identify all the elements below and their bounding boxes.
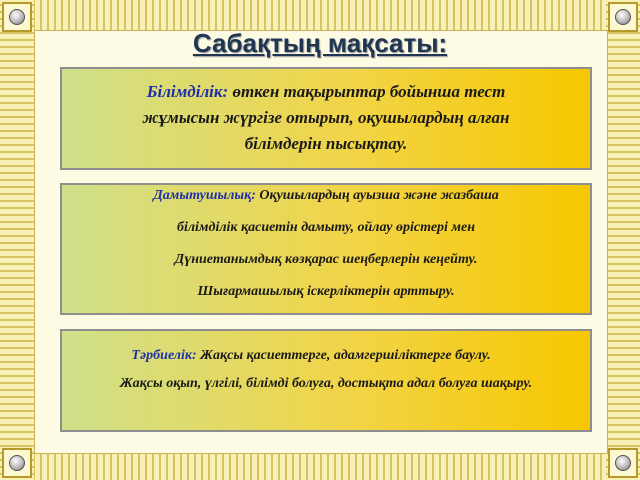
upbringing-goal-box [60,329,592,432]
upbringing-label: Тәрбиелік: [131,348,197,363]
knowledge-goal-box [60,67,592,170]
knowledge-line-1: өткен тақырыптар бойынша тест [228,82,506,101]
knowledge-line-3: білімдерін пысықтау. [244,134,408,153]
development-label: Дамытушылық: [153,188,256,203]
upbringing-line-1: Жақсы қасиеттерге, адамгершіліктерге баулу. [196,348,491,363]
circle-icon [9,9,25,25]
knowledge-line-2: жұмысын жүргізе отырып, оқушылардың алған [142,108,510,127]
development-goal-text [62,185,590,311]
development-line-2: білімділік қасиетін дамыту, ойлау өрістері мен [176,220,476,235]
development-goal-box [60,183,592,315]
development-line-3: Дүниетанымдық көзқарас шеңберлерін кеңейту. [174,252,478,267]
upbringing-goal-text [62,331,590,395]
circle-icon [9,455,25,471]
slide-title: Сабақтың мақсаты: [192,28,448,58]
knowledge-label: Білімділік: [146,82,229,101]
corner-ornament-bottom-left [2,448,32,478]
circle-icon [615,455,631,471]
development-line-1: Оқушылардың ауызша және жазбаша [255,188,499,203]
knowledge-goal-text [62,69,590,157]
frame-right-border [606,0,640,480]
upbringing-line-2: Жақсы оқып, үлгілі, білімді болуға, достықта адал болуға шақыру. [119,376,533,391]
development-line-4: Шығармашылық іскерліктерін арттыру. [197,284,455,299]
frame-left-border [0,0,34,480]
circle-icon [615,9,631,25]
corner-ornament-bottom-right [608,448,638,478]
